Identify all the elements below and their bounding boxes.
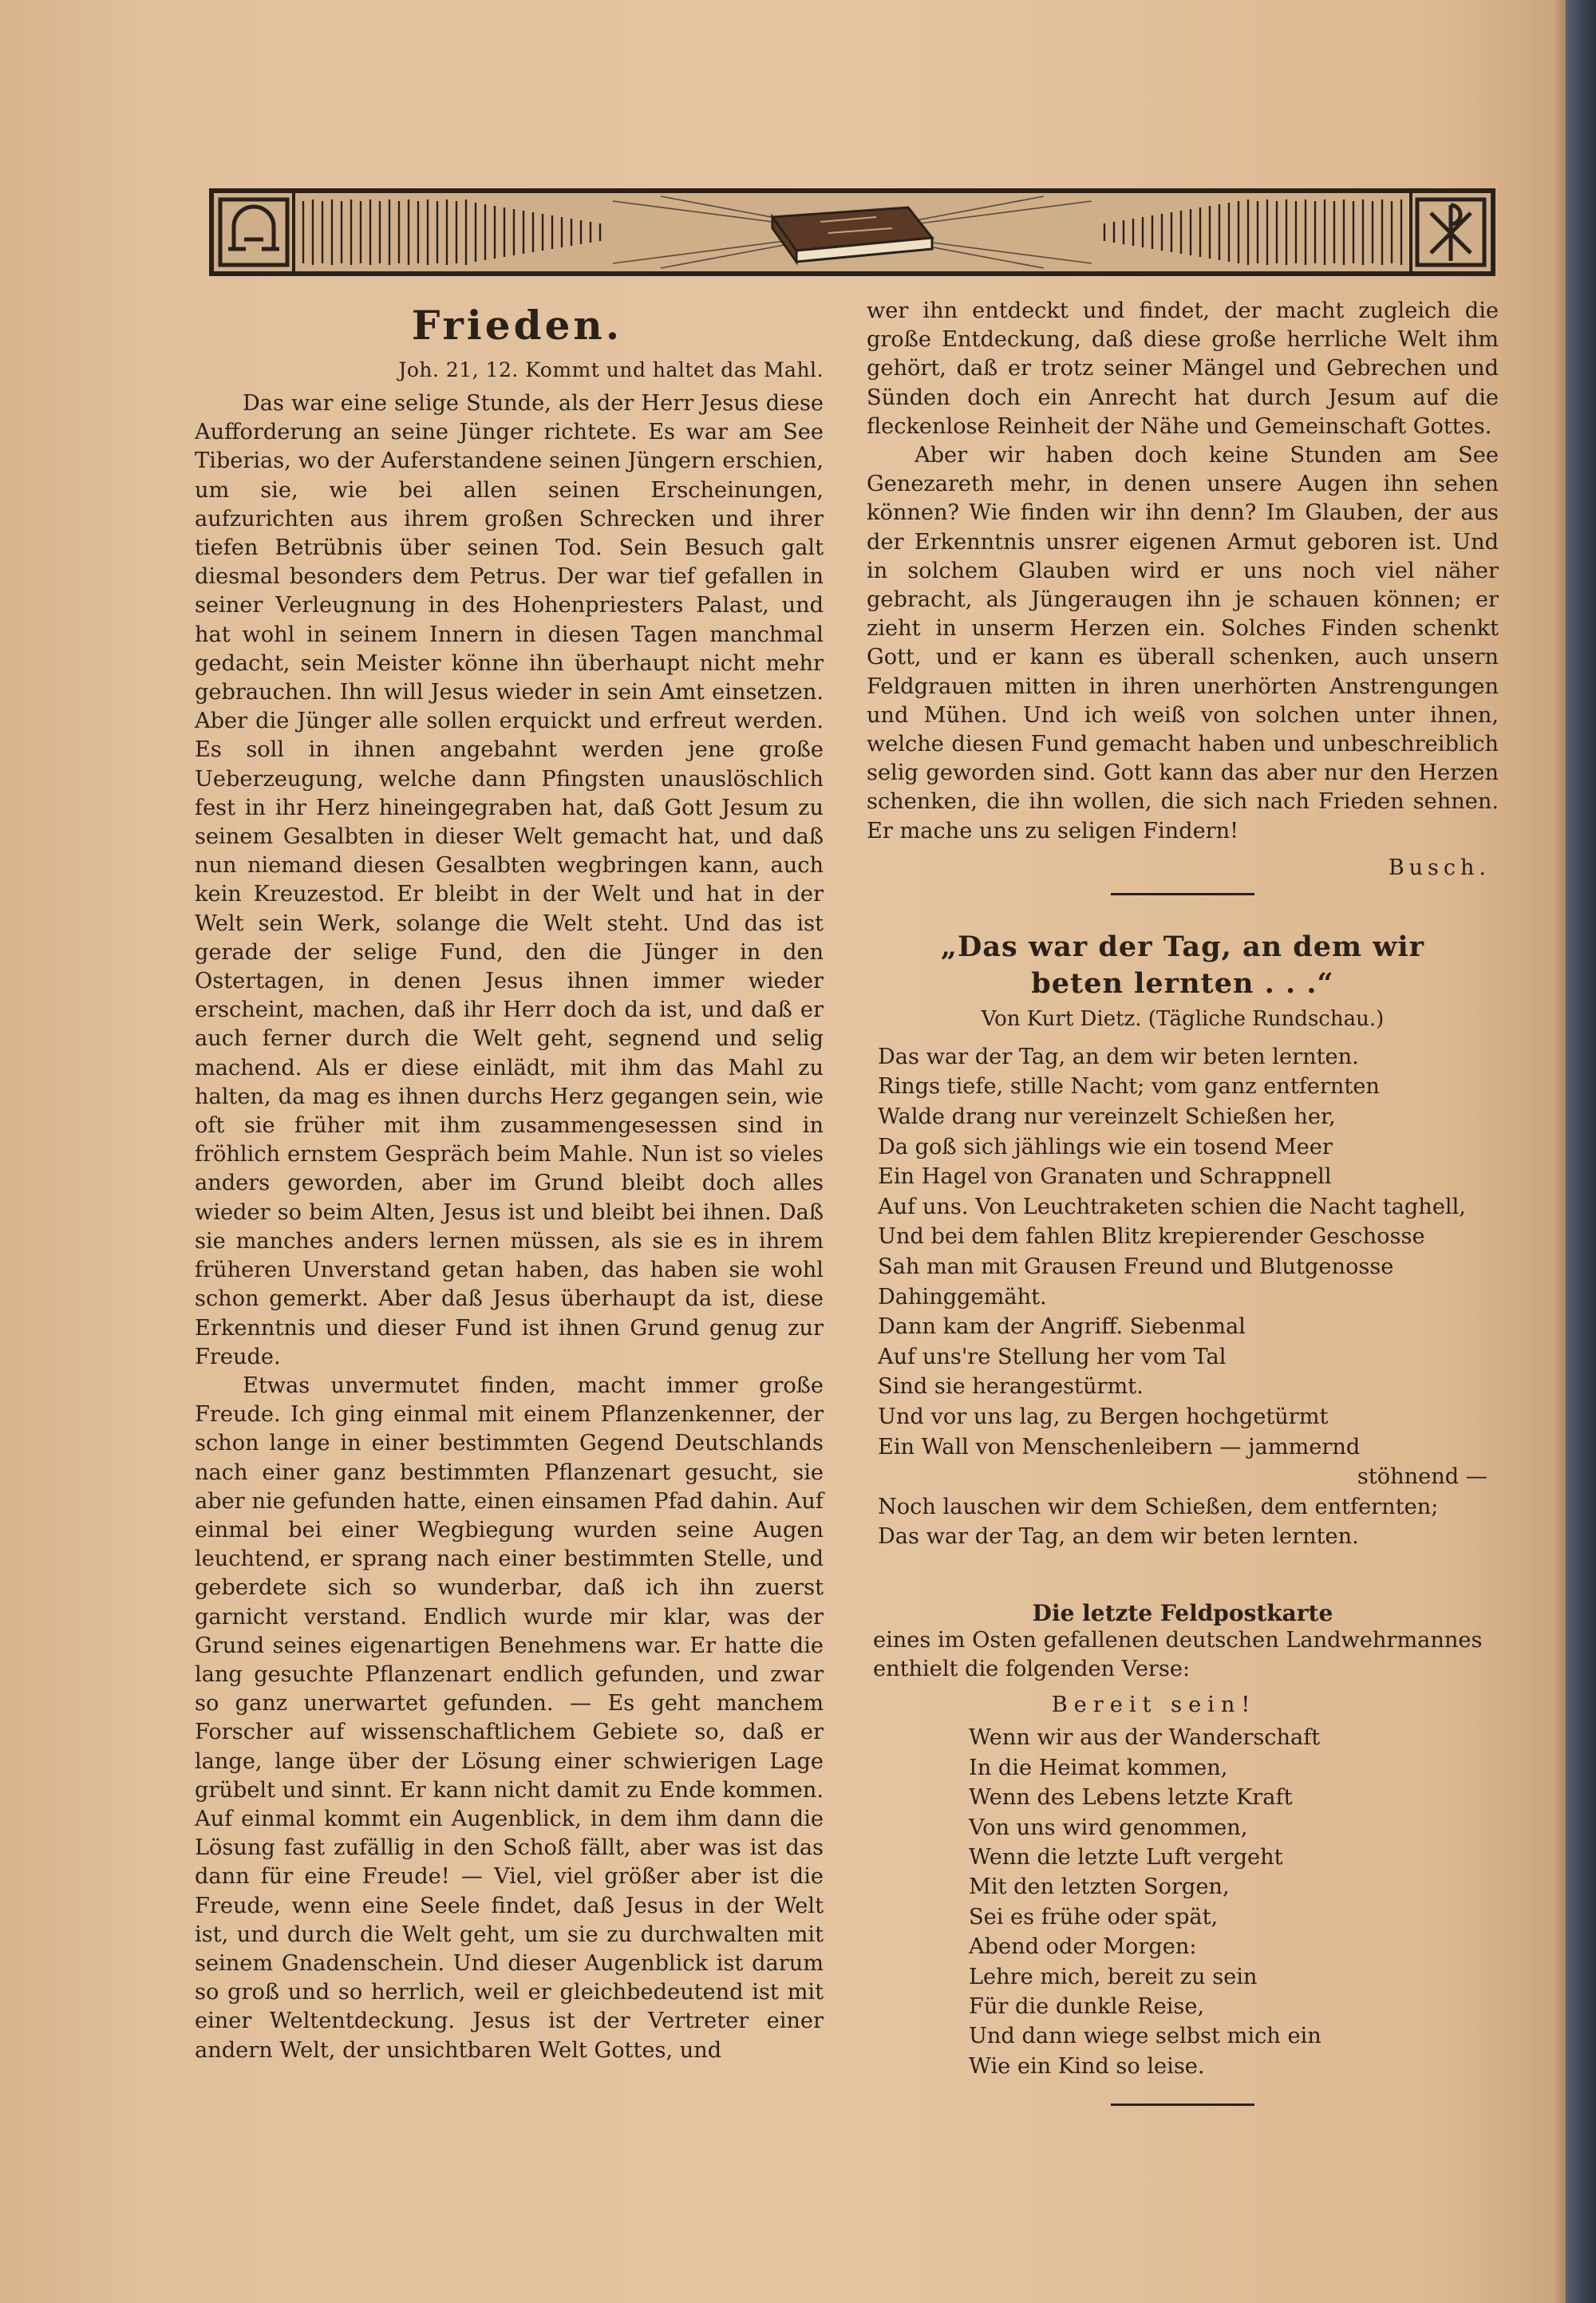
author-signature: Busch.: [1388, 855, 1491, 880]
poem-line: Ein Wall von Menschenleibern — jammernd: [878, 1434, 1361, 1460]
section-divider: [1111, 2104, 1254, 2106]
alpha-omega-emblem-icon: [220, 199, 287, 265]
poem-line: Wenn die letzte Luft vergeht: [969, 1844, 1283, 1870]
chi-rho-emblem-icon: [1417, 199, 1484, 265]
poem-line: Abend oder Morgen:: [969, 1934, 1197, 1960]
poem-line: Mit den letzten Sorgen,: [969, 1874, 1230, 1900]
paragraph: Aber wir haben doch keine Stunden am See Genezareth mehr, in denen unsere Augen ihn sehen können? Wie finden wir ihn denn? Im Glauben, der aus der Erkenntnis unsrer eigenen Armut geboren ist. Und in solchem Glauben wird er uns noch viel näher gebracht, als Jüngeraugen ihn je schauen können; er zieht in unserm Herzen ein. Solches Finden schenkt Gott, und er kann es überall schenken, auch unsern Feldgrauen mitten in ihren unerhörten Anstrengungen und Mühen. Und ich weiß von solchen unter ihnen, welche diesen Fund gemacht haben und unbeschreiblich selig geworden sind. Gott kann das aber nur den Herzen schenken, die ihn wollen, die sich nach Frieden sehnen. Er mache uns zu seligen Findern!: [867, 443, 1499, 843]
feldpost-poem: [867, 1690, 1499, 2081]
book-binding: [1566, 0, 1596, 2303]
poem-line: stöhnend —: [1357, 1464, 1487, 1490]
paragraph: Etwas unvermutet finden, macht immer große Freude. Ich ging einmal mit einem Pflanzenkenner, der schon lange in einer bestimmten Gegend Deutschlands nach einer ganz bestimmten Pflanzenart gesucht, sie aber nie gefunden hatte, einen einsamen Pfad dahin. Auf einmal bei einer Wegbiegung wurden seine Augen leuchtend, er sprang nach einer bestimmten Stelle, und geberdete sich so wunderbar, daß ich ihn zuerst garnicht verstand. Endlich wurde mir klar, was der Grund seines eigenartigen Benehmens war. Er hatte die lang gesuchte Pflanzenart endlich gefunden, und zwar so ganz unerwartet gefunden. — Es geht manchem Forscher auf wissenschaftlichem Gebiete so, daß er lange, lange über der Lösung einer schwierigen Lage grübelt und sinnt. Er kann nicht damit zu Ende kommen. Auf einmal kommt ein Augenblick, in dem ihm dann die Lösung fast zufällig in den Schoß fällt, aber was ist das dann für eine Freude! — Viel, viel größer aber ist die Freude, wenn eine Seele findet, daß Jesus in der Welt ist, und durch die Welt geht, um sie zu durchwalten mit seinem Gnadenschein. Und dieser Augenblick ist darum so groß und so herrlich, weil er gleichbedeutend ist mit einer Weltentdeckung. Jesus ist der Vertreter einer andern Welt, der unsichtbaren Welt Gottes, und: [195, 1373, 824, 2063]
section-divider: [1111, 893, 1254, 895]
poem-line: Rings tiefe, stille Nacht; vom ganz entfernten: [878, 1074, 1380, 1100]
poem-line: Dahinggemäht.: [878, 1284, 1047, 1310]
poem-line: Wie ein Kind so leise.: [969, 2053, 1205, 2079]
poem-line: Sah man mit Grausen Freund und Blutgenosse: [878, 1254, 1394, 1280]
poem-line: Für die dunkle Reise,: [969, 1994, 1205, 2020]
poem-title-line-1: „Das war der Tag, an dem wir: [940, 930, 1425, 963]
poem-line: In die Heimat kommen,: [969, 1755, 1228, 1780]
poem-title-line-2: beten lernten . . .“: [1031, 966, 1334, 1000]
poem-line: Da goß sich jählings wie ein tosend Meer: [878, 1134, 1333, 1159]
poem-line: Ein Hagel von Granaten und Schrappnell: [878, 1164, 1332, 1190]
decorative-header-banner: [209, 188, 1495, 276]
feldpost-title: Die letzte Feldpostkarte: [1032, 1599, 1333, 1626]
paragraph: wer ihn entdeckt und findet, der macht zugleich die große Entdeckung, daß diese große herrliche Welt ihm gehört, daß er trotz seiner Mängel und Gebrechen und Sünden doch ein Anrecht hat durch Jesum auf die fleckenlose Reinheit der Nähe und Gemeinschaft Gottes.: [867, 298, 1499, 439]
poem-line: Das war der Tag, an dem wir beten lernten.: [878, 1044, 1359, 1069]
feldpost-intro: eines im Osten gefallenen deutschen Landwehrmannes enthielt die folgenden Verse:: [873, 1627, 1483, 1681]
poem-line: Und dann wiege selbst mich ein: [969, 2024, 1321, 2049]
feldpost-poem-title: Bereit sein!: [1051, 1692, 1257, 1717]
scripture-reference: Joh. 21, 12. Kommt und haltet das Mahl.: [398, 358, 824, 381]
poem-line: Und bei dem fahlen Blitz krepierender Geschosse: [878, 1224, 1425, 1250]
poem-line: Walde drang nur vereinzelt Schießen her,: [878, 1104, 1336, 1130]
right-column: [867, 297, 1499, 2106]
page-edge: [1552, 0, 1566, 2303]
poem-line: Sind sie herangestürmt.: [878, 1374, 1144, 1400]
poem-line: Noch lauschen wir dem Schießen, dem entfernten;: [878, 1494, 1439, 1519]
book-icon: [772, 207, 932, 262]
article-title: Frieden.: [411, 302, 623, 349]
poem-line: Wenn des Lebens letzte Kraft: [969, 1785, 1293, 1811]
poem-line: Sei es frühe oder spät,: [969, 1904, 1219, 1930]
war-poem: [867, 1042, 1499, 1552]
left-column: [195, 302, 824, 2065]
poem-line: Lehre mich, bereit zu sein: [969, 1964, 1258, 1989]
poem-line: Und vor uns lag, zu Bergen hochgetürmt: [878, 1404, 1329, 1429]
poem-line: Auf uns're Stellung her vom Tal: [878, 1344, 1227, 1369]
poem-line: Von uns wird genommen,: [969, 1815, 1248, 1840]
poem-byline: Von Kurt Dietz. (Tägliche Rundschau.): [981, 1006, 1385, 1031]
poem-line: Dann kam der Angriff. Siebenmal: [878, 1314, 1246, 1340]
poem-line: Das war der Tag, an dem wir beten lernten.: [878, 1524, 1359, 1550]
paragraph: Das war eine selige Stunde, als der Herr Jesus diese Aufforderung an seine Jünger richtete. Es war am See Tiberias, wo der Auferstandene seinen Jüngern erschien, um sie, wie bei allen seinen Erscheinungen, aufzurichten aus ihrem großen Schrecken und ihrer tiefen Betrübnis über seinen Tod. Sein Besuch galt diesmal besonders dem Petrus. Der war tief gefallen in seiner Verleugnung in des Hohenpriesters Palast, und hat wohl in seinem Innern in diesen Tagen manchmal gedacht, sein Meister könne ihn überhaupt nicht mehr gebrauchen. Ihn will Jesus wieder in sein Amt einsetzen. Aber die Jünger alle sollen erquickt und erfreut werden. Es soll in ihnen angebahnt werden jene große Ueberzeugung, welche dann Pfingsten unauslöschlich fest in ihr Herz hineingegraben hat, daß Gott Jesum zu seinem Gesalbten in dieser Welt gemacht hat, und daß nun niemand diesen Gesalbten wegbringen kann, auch kein Kreuzestod. Er bleibt in der Welt und hat in der Welt sein Werk, solange die Welt steht. Und das ist gerade der selige Fund, den die Jünger in den Ostertagen, in denen Jesus ihnen immer wieder erscheint, machen, daß ihr Herr doch da ist, und daß er auch ferner durch die Welt geht, segnend und selig machend. Als er diese einlädt, mit ihm das Mahl zu halten, da mag es ihnen durchs Herz gegangen sein, wie oft sie früher mit ihm zusammengesessen sind in fröhlich ernstem Gespräch beim Mahle. Nun ist so vieles anders geworden, aber im Grund bleibt doch alles wieder so beim Alten, Jesus ist und bleibt bei ihnen. Daß sie manches anders lernen müssen, als sie es in ihrem früheren Unverstand getan haben, das haben sie wohl schon gemerkt. Aber daß Jesus überhaupt da ist, diese Erkenntnis und dieser Fund ist ihnen Grund genug zur Freude.: [195, 391, 824, 1369]
poem-line: Auf uns. Von Leuchtraketen schien die Nacht taghell,: [878, 1194, 1466, 1219]
poem-line: Wenn wir aus der Wanderschaft: [969, 1725, 1321, 1751]
